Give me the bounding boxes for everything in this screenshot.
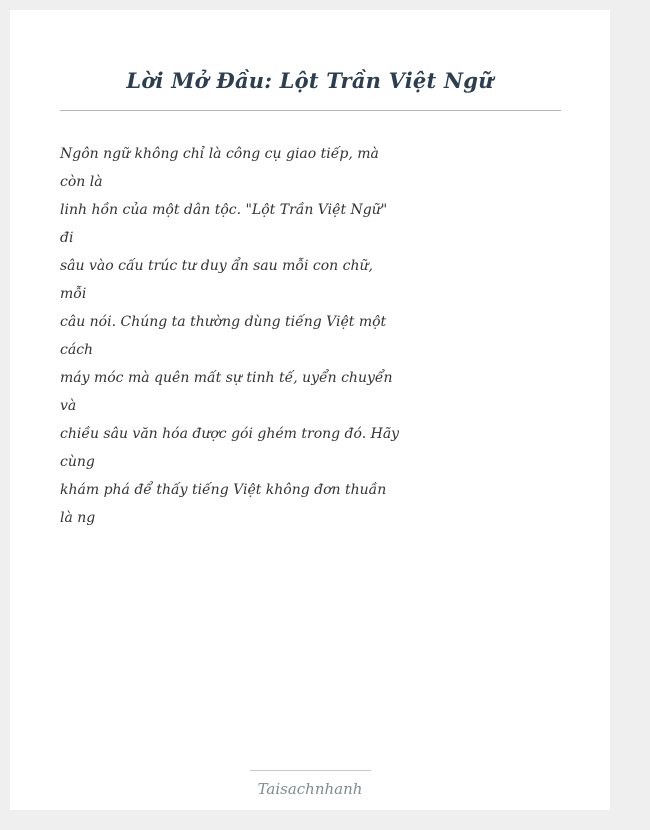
document-page xyxy=(10,10,610,810)
body-paragraph xyxy=(60,140,400,532)
body-line: câu nói. Chúng ta thường dùng tiếng Việt một xyxy=(60,314,387,330)
title-divider xyxy=(60,110,561,111)
page-title: Lời Mở Đầu: Lột Trần Việt Ngữ xyxy=(126,68,494,93)
footer-brand: Taisachnhanh xyxy=(257,780,363,798)
body-line: chiều sâu văn hóa được gói ghém trong đó. Hãy xyxy=(60,426,400,442)
body-line: còn là xyxy=(60,174,103,190)
body-line: cùng xyxy=(60,454,95,470)
body-line: đi xyxy=(60,230,74,246)
footer-divider xyxy=(250,770,371,771)
body-line: khám phá để thấy tiếng Việt không đơn thuần xyxy=(60,482,387,498)
body-line: và xyxy=(60,398,77,414)
body-line: sâu vào cấu trúc tư duy ẩn sau mỗi con chữ, xyxy=(60,258,373,274)
body-line: là ng xyxy=(60,510,96,526)
body-line: Ngôn ngữ không chỉ là công cụ giao tiếp, mà xyxy=(60,146,379,162)
body-line: cách xyxy=(60,342,94,358)
body-line: linh hồn của một dân tộc. "Lột Trần Việt Ngữ" xyxy=(60,202,388,218)
body-line: máy móc mà quên mất sự tinh tế, uyển chuyển xyxy=(60,370,393,386)
body-line: mỗi xyxy=(60,286,87,302)
